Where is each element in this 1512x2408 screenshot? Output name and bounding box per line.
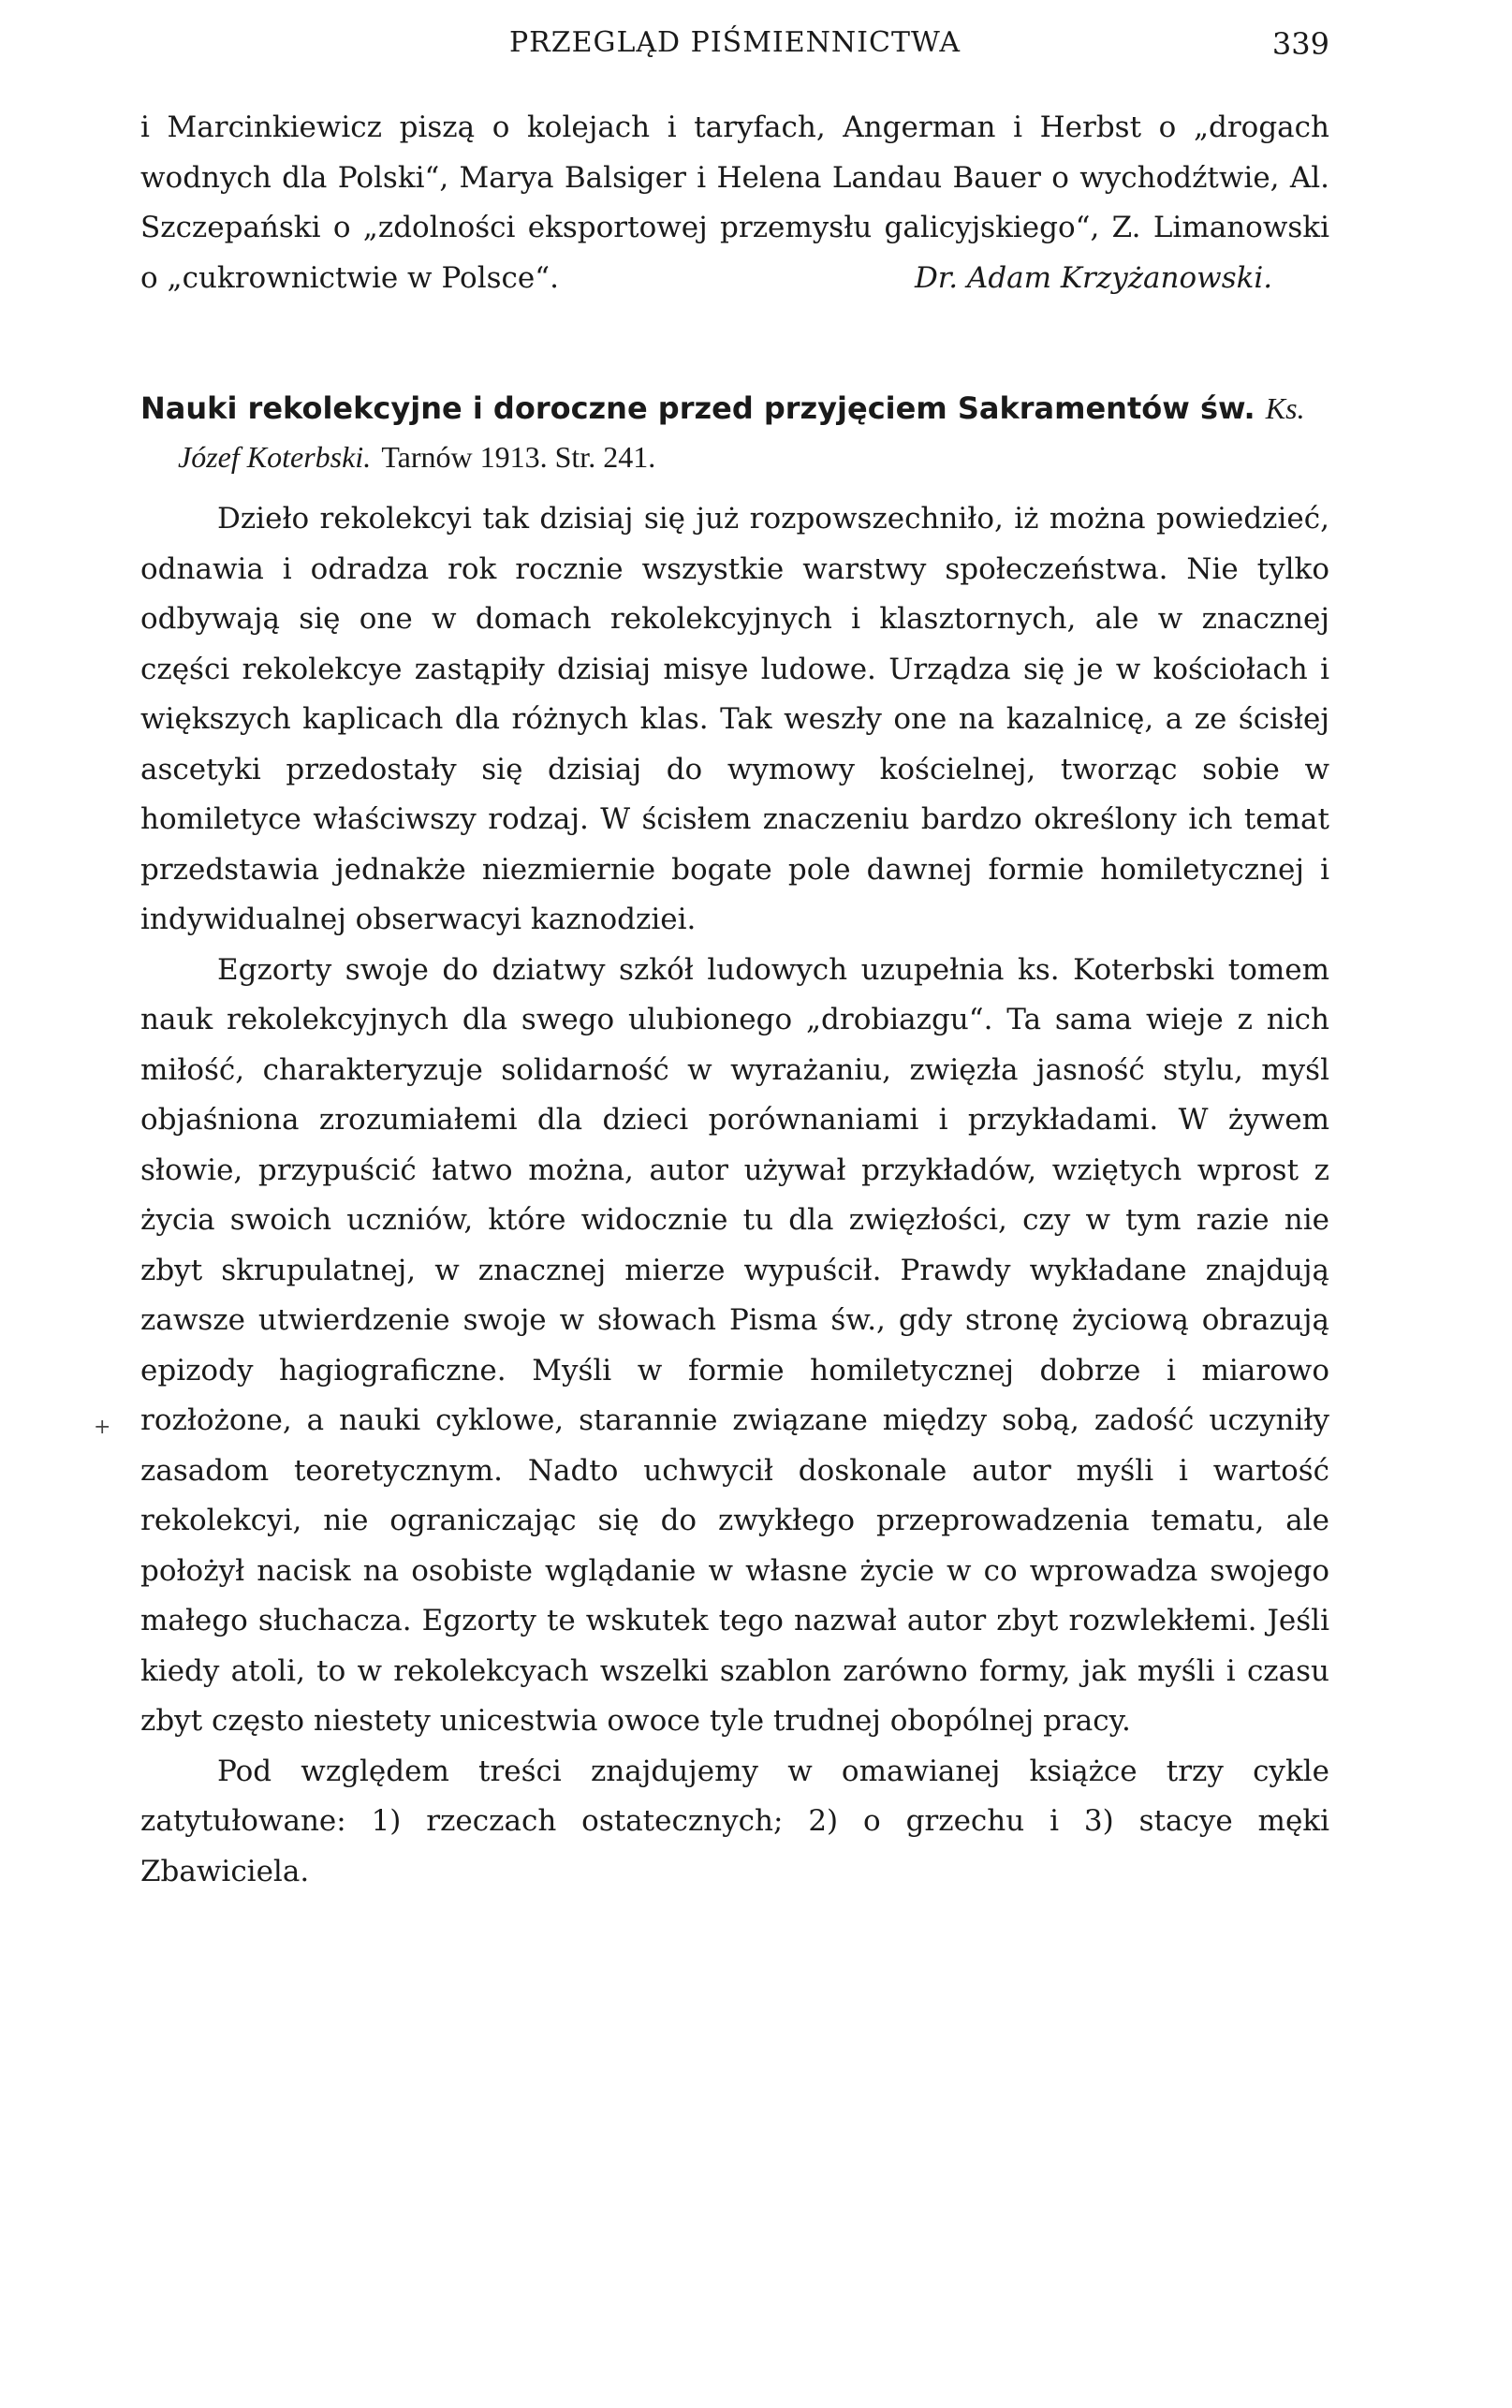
review-heading: [140, 384, 1329, 481]
review-paragraph-3: Pod względem treści znajdujemy w omawianej książce trzy cykle zatytułowane: 1) rzeczach ostatecznych; 2) o grzechu i 3) stacye męki Zbawiciela.: [140, 1754, 1329, 1888]
previous-review-paragraph: [140, 103, 1329, 303]
review-book-publication: Tarnów 1913. Str. 241.: [381, 440, 656, 474]
review-book-title: Nauki rekolekcyjne i doroczne przed przyjęciem Sakramentów św.: [140, 390, 1255, 426]
previous-review-text: i Marcinkiewicz piszą o kolejach i taryfach, Angerman i Herbst o „drogach wodnych dla Polski“, Marya Balsiger i Helena Landau Bauer o wychodźtwie, Al. Szczepański o „zdolności eksportowej przemysłu galicyjskiego“, Z. Limanowski o „cukrownictwie w Polsce“.: [140, 110, 1329, 295]
review-book-author: Ks. Józef Koterbski.: [178, 391, 1305, 474]
margin-mark: +: [94, 1416, 111, 1439]
review-body: [140, 494, 1329, 1897]
running-title: PRZEGLĄD PIŚMIENNICTWA: [508, 26, 962, 59]
reviewer-signature: Dr. Adam Krzyżanowski.: [914, 260, 1273, 295]
page-number: 339: [1271, 26, 1329, 62]
review-paragraph-2: Egzorty swoje do dziatwy szkół ludowych uzupełnia ks. Koterbski tomem nauk rekolekcyjnych dla swego ulubionego „drobiazgu“. Ta sama wieje z nich miłość, charakteryzuje solidarność w wyrażaniu, zwięzła jasność stylu, myśl objaśniona zrozumiałemi dla dzieci porównaniami i przykładami. W żywem słowie, przypuścić łatwo można, autor używał przykładów, wziętych wprost z życia swoich uczniów, które widocznie tu dla zwięzłości, czy w tym razie nie zbyt skrupulatnej, w znacznej mierze wypuścił. Prawdy wykładane znajdują zawsze utwierdzenie swoje w słowach Pisma św., gdy stronę życiową obrazują epizody hagiograficzne. Myśli w formie homiletycznej dobrze i miarowo rozłożone, a nauki cyklowe, starannie związane między sobą, zadość uczyniły zasadom teoretycznym. Nadto uchwycił doskonale autor myśli i wartość rekolekcyi, nie ograniczając się do zwykłego przeprowadzenia tematu, ale położył nacisk na osobiste wglądanie w własne życie w co wprowadza swojego małego słuchacza. Egzorty te wskutek tego nazwał autor zbyt rozwlekłemi. Jeśli kiedy atoli, to w rekolekcyach wszelki szablon zarówno formy, jak myśli i czasu zbyt często niestety unicestwia owoce tyle trudnej obopólnej pracy.: [140, 952, 1329, 1738]
review-heading-block: [140, 384, 1329, 481]
review-paragraph-1: Dzieło rekolekcyi tak dzisiaj się już rozpowszechniło, iż można powiedzieć, odnawia i odradza rok rocznie wszystkie warstwy społeczeństwa. Nie tylko odbywają się one w domach rekolekcyjnych i klasztornych, ale w znacznej części rekolekcye zastąpiły dzisiaj misye ludowe. Urządza się je w kościołach i większych kaplicach dla różnych klas. Tak weszły one na kazalnicę, a ze ścisłej ascetyki przedostały się dzisiaj do wymowy kościelnej, tworząc sobie w homiletyce właściwszy rodzaj. W ścisłem znaczeniu bardzo określony ich temat przedstawia jednakże niezmiernie bogate pole dawnej formie homiletycznej i indywidualnej obserwacyi kaznodziei.: [140, 502, 1329, 936]
previous-review-ending: [140, 103, 1329, 303]
running-head: [140, 26, 1329, 71]
